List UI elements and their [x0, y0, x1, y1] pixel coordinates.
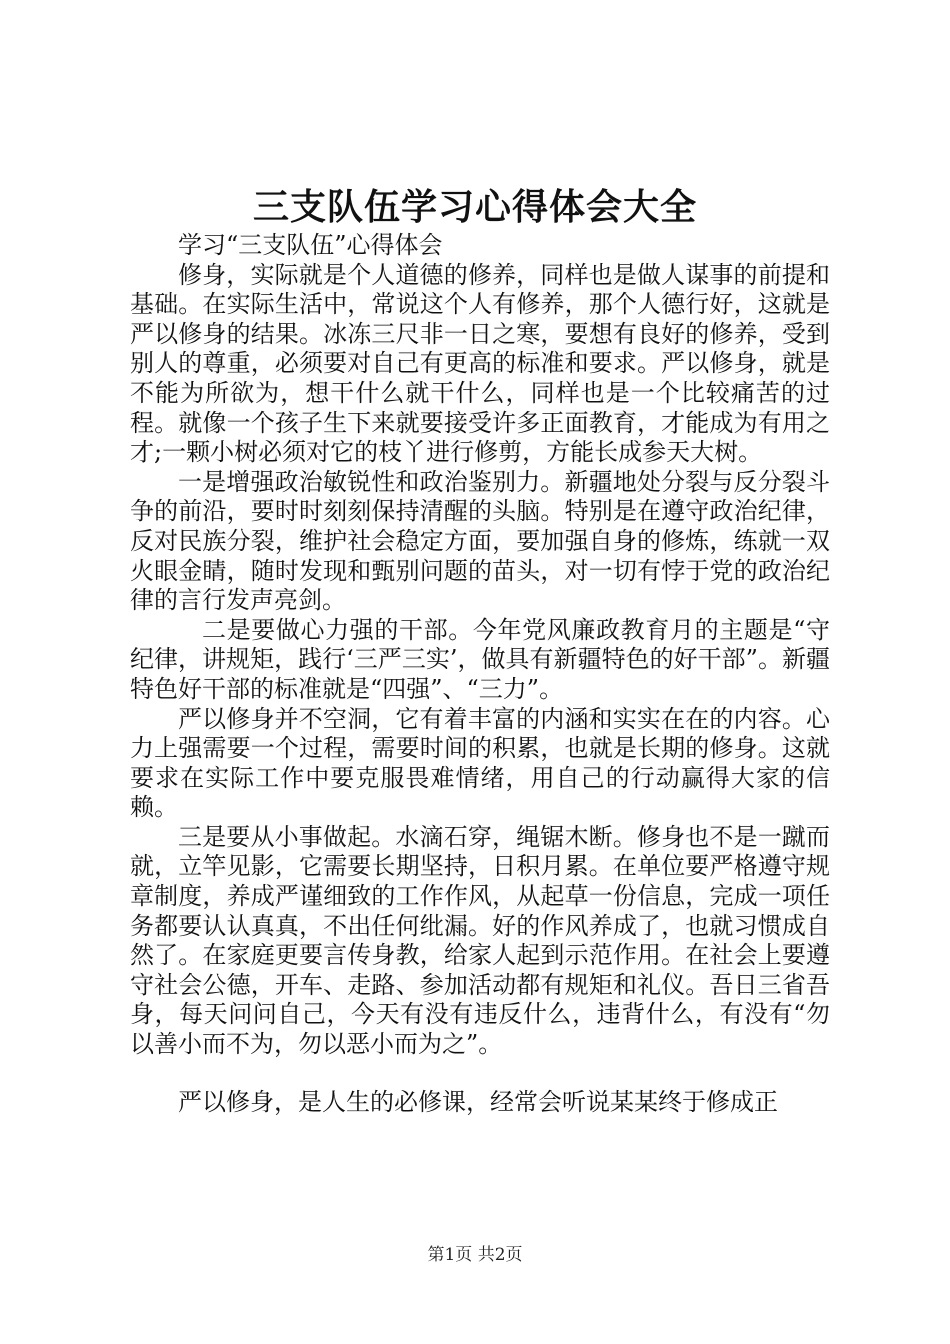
- page-number-footer: 第1页 共2页: [427, 1245, 523, 1265]
- paragraph-2: 一是增强政治敏锐性和政治鉴别力。新疆地处分裂与反分裂斗争的前沿，要时时刻刻保持清醒的头脑。特别是在遵守政治纪律，反对民族分裂，维护社会稳定方面，要加强自身的修炼，练就一双火眼金睛，随时发现和甄别问题的苗头，对一切有悖于党的政治纪律的言行发声亮剑。: [130, 467, 830, 615]
- paragraph-6: 严以修身，是人生的必修课，经常会听说某某终于修成正: [178, 1087, 778, 1116]
- paragraph-gap: [130, 1060, 830, 1088]
- document-title: 三支队伍学习心得体会大全: [252, 186, 697, 228]
- document-subtitle: 学习“三支队伍”心得体会: [178, 231, 443, 259]
- document-body: [130, 231, 830, 1117]
- paragraph-5: 三是要从小事做起。水滴石穿，绳锯木断。修身也不是一蹴而就，立竿见影，它需要长期坚持，日积月累。在单位要严格遵守规章制度，养成严谨细致的工作作风，从起草一份信息，完成一项任务都要认认真真，不出任何纰漏。好的作风养成了，也就习惯成自然了。在家庭更要言传身教，给家人起到示范作用。在社会上要遵守社会公德，开车、走路、参加活动都有规矩和礼仪。吾日三省吾身，每天问问自己，今天有没有违反什么，违背什么，有没有“勿以善小而不为，勿以恶小而为之”。: [130, 822, 830, 1059]
- paragraph-1: 修身，实际就是个人道德的修养，同样也是做人谋事的前提和基础。在实际生活中，常说这个人有修养，那个人德行好，这就是严以修身的结果。冰冻三尺非一日之寒，要想有良好的修养，受到别人的尊重，必须要对自己有更高的标准和要求。严以修身，就是不能为所欲为，想干什么就干什么，同样也是一个比较痛苦的过程。就像一个孩子生下来就要接受许多正面教育，才能成为有用之才;一颗小树必须对它的枝丫进行修剪，方能长成参天大树。: [130, 260, 830, 467]
- paragraph-3: 二是要做心力强的干部。今年党风廉政教育月的主题是“守纪律，讲规矩，践行‘三严三实’，做具有新疆特色的好干部”。新疆特色好干部的标准就是“四强”、“三力”。: [130, 615, 830, 703]
- paragraph-4: 严以修身并不空洞，它有着丰富的内涵和实实在在的内容。心力上强需要一个过程，需要时间的积累，也就是长期的修身。这就要求在实际工作中要克服畏难情绪，用自己的行动赢得大家的信赖。: [130, 704, 830, 822]
